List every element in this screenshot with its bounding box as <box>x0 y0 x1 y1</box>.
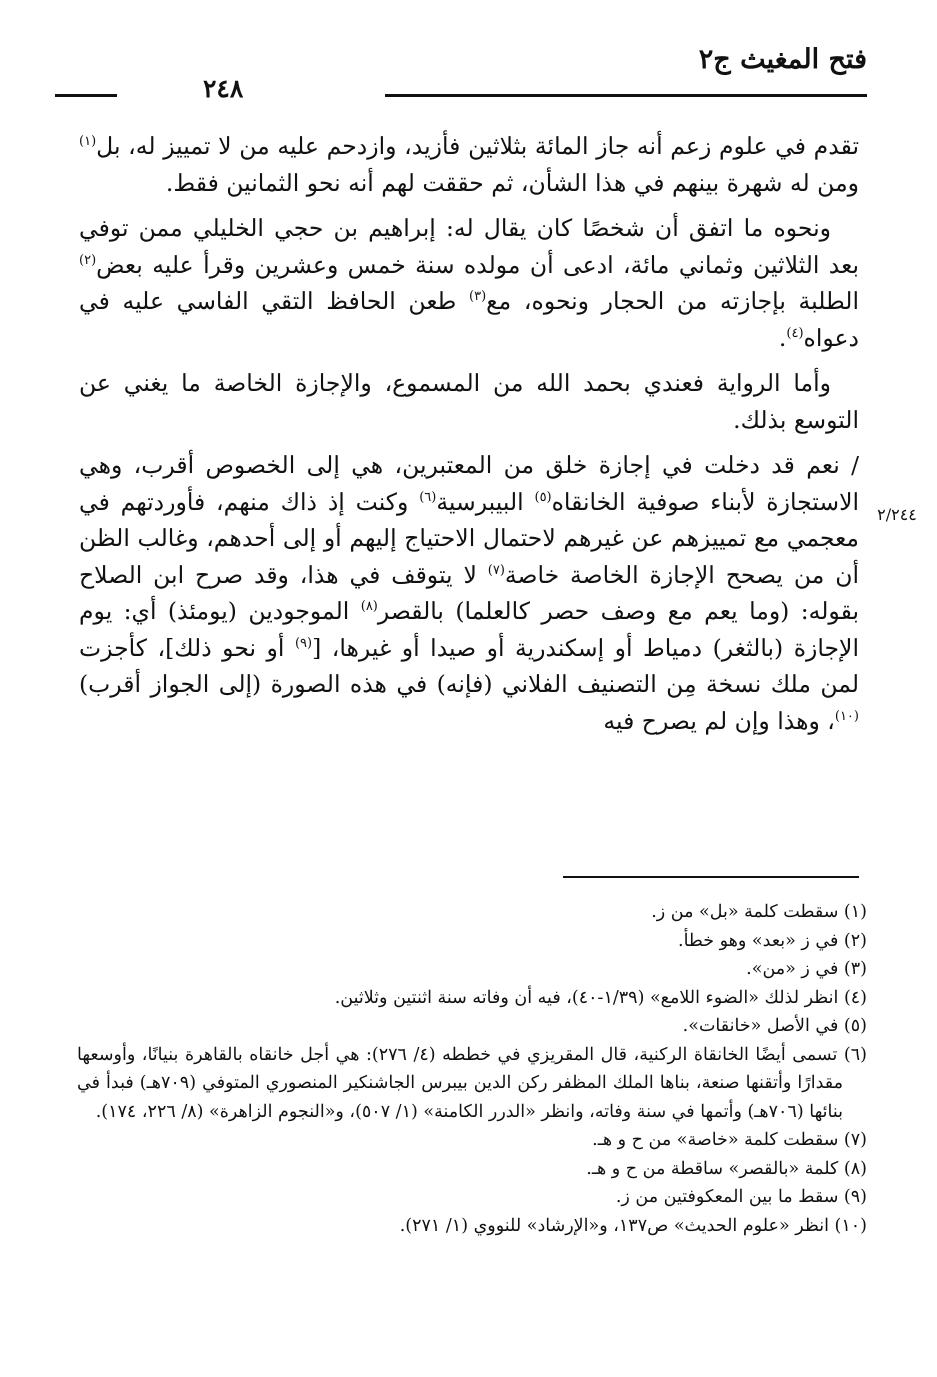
text-run: تقدم في علوم زعم أنه جاز المائة بثلاثين فأزيد، وازدحم عليه من لا تمييز له، بل <box>96 132 859 160</box>
footnote-marker: (٥) <box>534 489 552 505</box>
footnote: (٣) في ز «من». <box>746 959 867 979</box>
footnote: (١٠) انظر «علوم الحديث» ص١٣٧، و«الإرشاد» للنووي (١/ ٢٧١). <box>399 1215 867 1236</box>
footnote-marker: (٣) <box>469 289 487 304</box>
paragraph <box>79 128 859 201</box>
text-run: الموجودين (يومئذ) أي: يوم الإجازة (بالثغر) دمياط أو إسكندرية أو صيدا أو غيرها، [ <box>79 597 859 662</box>
text-run: الطلبة بإجازته من الحجار ونحوه، مع <box>486 287 859 315</box>
text-run: أو نحو ذلك]، كأجزت لمن ملك نسخة مِن التصنيف الفلاني (فإنه) في هذه الصورة (إلى الجواز أقرب) <box>79 633 859 698</box>
page-number-rule <box>55 94 117 97</box>
text-run: وأما الرواية فعندي بحمد الله من المسموع، والإجازة الخاصة ما يغني عن التوسع بذلك. <box>79 369 859 434</box>
footnote: (١) سقطت كلمة «بل» من ز. <box>651 902 867 922</box>
header-rule <box>385 94 867 97</box>
footnote-marker: (٢) <box>79 252 97 268</box>
footnote-marker: (٨) <box>360 599 378 614</box>
footnote: (٥) في الأصل «خانقات». <box>682 1016 867 1036</box>
footnote: (٤) انظر لذلك «الضوء اللامع» (١/٣٩-٤٠)، فيه أن وفاته سنة اثنتين وثلاثين. <box>334 987 867 1008</box>
margin-page-reference: ٢/٢٤٤ <box>877 505 917 524</box>
page-number: ٢٤٨ <box>203 74 244 103</box>
paragraph <box>79 365 859 438</box>
text-run: . <box>778 323 787 352</box>
footnote-marker: (١٠) <box>834 708 859 724</box>
text-run: البيبرسية <box>436 487 535 516</box>
text-run: ونحوه ما اتفق أن شخصًا كان يقال له: إبراهيم بن حجي الخليلي ممن توفي بعد الثلاثين وثماني مائة، ادعى أن مولده سنة خمس وعشرين وقرأ عليه بعض <box>79 214 859 279</box>
footnote: (٨) كلمة «بالقصر» ساقطة من ح و هـ. <box>586 1158 867 1179</box>
paragraph <box>79 447 859 739</box>
footnote-marker: (٧) <box>487 562 505 578</box>
footnote: (٧) سقطت كلمة «خاصة» من ح و هـ. <box>592 1130 867 1150</box>
text-run: طعن الحافظ التقي الفاسي عليه في دعواه <box>79 287 859 352</box>
page-header <box>55 44 867 104</box>
footnotes <box>77 898 867 1240</box>
footnote-marker: (٩) <box>294 635 313 651</box>
footnote: (٦) تسمى أيضًا الخانقاة الركنية، قال المقريزي في خططه (٤/ ٢٧٦): هي أجل خانقاه بالقاهرة بنيانًا، وأوسعها مقدارًا وأتقنها صنعة، بناها الملك المظفر ركن الدين بيبرس الجاشنكير المنصوري المتوفي (٧٠٩هـ) فبدأ في بنائها (٧٠٦هـ) وأتمها في سنة وفاته، وانظر «الدرر الكامنة» (١/ ٥٠٧)، و«النجوم الزاهرة» (٨/ ٢٢٦، ١٧٤). <box>77 1044 867 1122</box>
paragraph <box>79 210 859 356</box>
footnote: (٩) سقط ما بين المعكوفتين من ز. <box>615 1187 867 1207</box>
text-run: لا يتوقف في هذا، وقد صرح ابن الصلاح بقوله: (وما يعم مع وصف حصر كالعلما) بالقصر <box>79 560 860 625</box>
footnote: (٢) في ز «بعد» وهو خطأ. <box>678 930 867 951</box>
footnote-marker: (٤) <box>786 325 804 341</box>
running-title: فتح المغيث ج٢ <box>698 44 867 75</box>
text-run: ، وهذا وإن لم يصرح فيه <box>603 706 835 735</box>
footnote-marker: (٦) <box>419 489 437 505</box>
text-run: / نعم قد دخلت في إجازة خلق من المعتبرين، هي إلى الخصوص أقرب، وهي الاستجازة لأبناء صوفية الخانقاه <box>79 451 860 516</box>
footnote-marker: (١) <box>79 134 97 149</box>
footnote-separator <box>563 876 859 878</box>
main-text <box>79 128 859 739</box>
text-run: ومن له شهرة بينهم في هذا الشأن، ثم حققت لهم أنه نحو الثمانين فقط. <box>165 168 859 197</box>
text-run: وكنت إذ ذاك منهم، فأوردتهم في معجمي مع تمييزهم عن غيرهم لاحتمال الاحتياج إليهم أو إلى أحدهم، وغالب الظن أن من يصحح الإجازة الخاصة خاصة <box>79 487 860 589</box>
